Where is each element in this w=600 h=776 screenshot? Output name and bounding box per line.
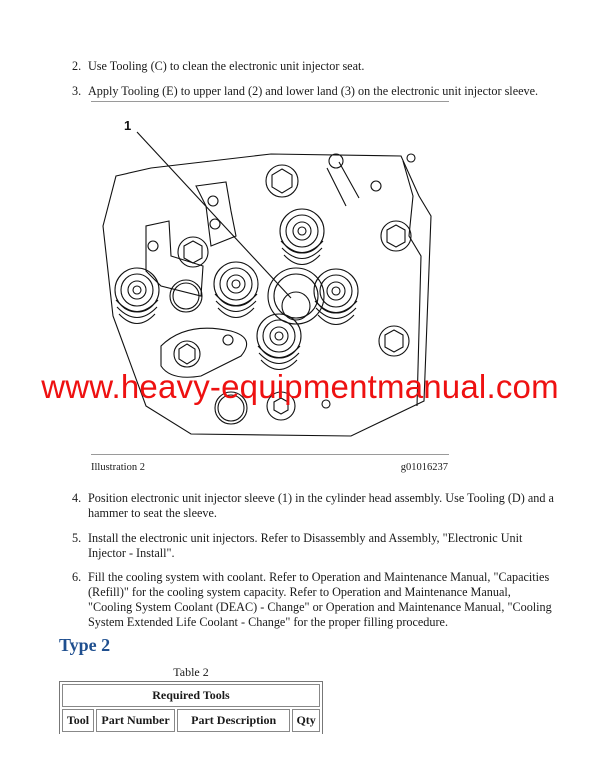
injector-middle-left: [214, 262, 258, 318]
required-tools-table: [59, 681, 323, 734]
step-text: Position electronic unit injector sleeve (1) in the cylinder head assembly. Use Tooling (D) and a: [88, 491, 554, 505]
step-number: 4.: [72, 491, 82, 505]
column-header-part-description: Part Description: [177, 709, 290, 732]
step-text: Fill the cooling system with coolant. Refer to Operation and Maintenance Manual, "Capacities: [88, 570, 550, 584]
step-text: hammer to seat the sleeve.: [88, 506, 217, 520]
column-header-part-number: Part Number: [96, 709, 175, 732]
column-header-tool: Tool: [62, 709, 94, 732]
watermark: www.heavy-equipmentmanual.com: [41, 368, 559, 405]
illustration-bottom-rule: [91, 454, 449, 455]
step-text: Injector - Install".: [88, 546, 175, 560]
step-number: 2.: [72, 59, 82, 73]
column-header-qty: Qty: [292, 709, 320, 732]
injector-left: [115, 268, 159, 324]
injector-right: [314, 269, 358, 325]
illustration-id: g01016237: [400, 462, 448, 473]
illustration-caption: Illustration 2: [91, 462, 145, 473]
injector-bottom: [257, 314, 301, 370]
table-caption: Table 2: [173, 665, 209, 679]
illustration-top-rule: [91, 101, 449, 102]
step-number: 5.: [72, 531, 82, 545]
injector-top: [280, 209, 324, 265]
step-text: "Cooling System Coolant (DEAC) - Change" or Operation and Maintenance Manual, "Cooling: [88, 600, 552, 614]
step-text: (Refill)" for the cooling system capacity. Refer to Operation and Maintenance Manual,: [88, 585, 511, 599]
step-text: Use Tooling (C) to clean the electronic unit injector seat.: [88, 59, 365, 73]
table-title: Required Tools: [62, 684, 320, 707]
page-cutoff: [0, 736, 600, 776]
step-number: 3.: [72, 84, 82, 98]
step-text: Install the electronic unit injectors. Refer to Disassembly and Assembly, "Electronic Unit: [88, 531, 523, 545]
step-text: System Extended Life Coolant - Change" for the proper filling procedure.: [88, 615, 449, 629]
section-heading: Type 2: [59, 635, 111, 655]
step-text: Apply Tooling (E) to upper land (2) and lower land (3) on the electronic unit injector sleeve.: [88, 84, 539, 98]
callout-label: 1: [124, 118, 132, 133]
step-number: 6.: [72, 570, 82, 584]
